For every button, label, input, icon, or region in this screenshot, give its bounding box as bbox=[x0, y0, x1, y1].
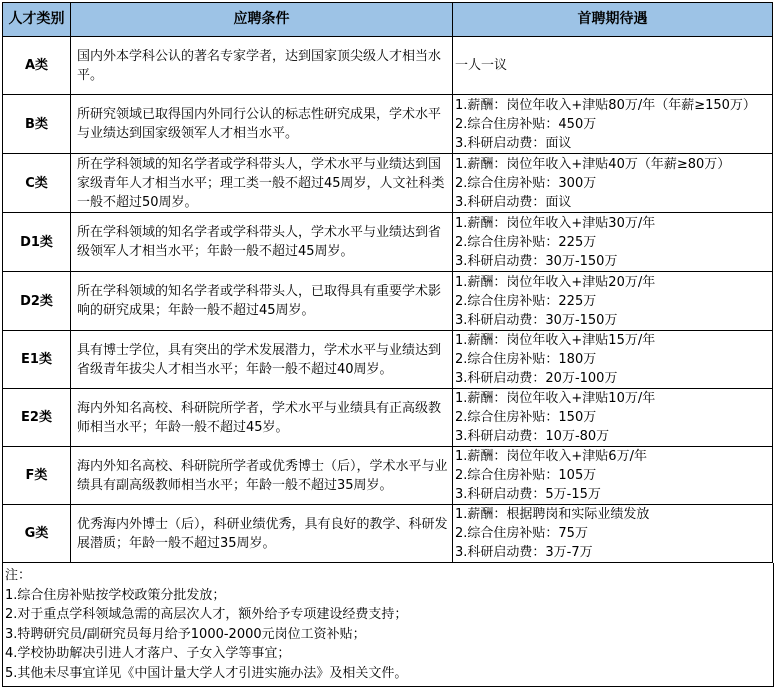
table-row bbox=[3, 505, 773, 563]
row-benefits bbox=[453, 505, 773, 563]
benefit-line: 1.薪酬：岗位年收入+津贴80万/年（年薪≥150万） bbox=[455, 97, 756, 113]
header-benefits: 首聘期待遇 bbox=[453, 3, 773, 37]
row-conditions: 具有博士学位，具有突出的学术发展潜力，学术水平与业绩达到省级青年拔尖人才相当水平；年龄一般不超过40周岁。 bbox=[71, 331, 453, 389]
row-conditions: 所研究领域已取得国内外同行公认的标志性研究成果，学术水平与业绩达到国家级领军人才相当水平。 bbox=[71, 95, 453, 154]
table-header-row bbox=[3, 3, 773, 37]
table-row bbox=[3, 447, 773, 505]
note-item: 4.学校协助解决引进人才落户、子女入学等事宜； bbox=[5, 646, 291, 662]
notes-title: 注： bbox=[5, 568, 32, 583]
table-row bbox=[3, 95, 773, 154]
benefit-line: 3.科研启动费：30万-150万 bbox=[455, 253, 618, 269]
table-row bbox=[3, 213, 773, 272]
benefit-line: 2.综合住房补贴：225万 bbox=[455, 293, 597, 309]
row-category: A类 bbox=[3, 37, 71, 95]
note-item: 2.对于重点学科领域急需的高层次人才，额外给予专项建设经费支持； bbox=[5, 607, 408, 623]
row-conditions: 所在学科领域的知名学者或学科带头人，学术水平与业绩达到国家级青年人才相当水平；理工类一般不超过45周岁，人文社科类一般不超过50周岁。 bbox=[71, 154, 453, 213]
row-conditions: 国内外本学科公认的著名专家学者，达到国家顶尖级人才相当水平。 bbox=[71, 37, 453, 95]
benefit-line: 3.科研启动费：3万-7万 bbox=[455, 545, 593, 560]
row-conditions: 优秀海内外博士（后），科研业绩优秀，具有良好的教学、科研发展潜质；年龄一般不超过35周岁。 bbox=[71, 505, 453, 563]
benefit-line: 1.薪酬：岗位年收入+津贴20万/年 bbox=[455, 274, 656, 290]
row-category: E1类 bbox=[3, 331, 71, 389]
benefit-line: 1.薪酬：岗位年收入+津贴6万/年 bbox=[455, 449, 647, 464]
table-row bbox=[3, 37, 773, 95]
row-category: F类 bbox=[3, 447, 71, 505]
benefit-line: 2.综合住房补贴：150万 bbox=[455, 410, 597, 425]
table-row bbox=[3, 389, 773, 447]
benefit-line: 2.综合住房补贴：300万 bbox=[455, 175, 597, 191]
benefit-line: 3.科研启动费：10万-80万 bbox=[455, 429, 610, 444]
table-row bbox=[3, 154, 773, 213]
benefit-line: 1.薪酬：岗位年收入+津贴40万（年薪≥80万） bbox=[455, 156, 731, 172]
row-category: B类 bbox=[3, 95, 71, 154]
note-item: 1.综合住房补贴按学校政策分批发放； bbox=[5, 587, 226, 603]
table-row bbox=[3, 331, 773, 389]
row-benefits bbox=[453, 447, 773, 505]
header-conditions: 应聘条件 bbox=[71, 3, 453, 37]
table-row bbox=[3, 272, 773, 331]
header-category: 人才类别 bbox=[3, 3, 71, 37]
benefit-line: 1.薪酬：岗位年收入+津贴30万/年 bbox=[455, 215, 656, 231]
row-category: E2类 bbox=[3, 389, 71, 447]
benefit-line: 一人一议 bbox=[455, 58, 508, 73]
row-benefits bbox=[453, 331, 773, 389]
row-category: D2类 bbox=[3, 272, 71, 331]
benefit-line: 1.薪酬：岗位年收入+津贴10万/年 bbox=[455, 391, 656, 406]
row-benefits bbox=[453, 213, 773, 272]
row-category: G类 bbox=[3, 505, 71, 563]
row-conditions: 海内外知名高校、科研院所学者或优秀博士（后），学术水平与业绩具有副高级教师相当水平；年龄一般不超过35周岁。 bbox=[71, 447, 453, 505]
row-category: C类 bbox=[3, 154, 71, 213]
row-benefits bbox=[453, 272, 773, 331]
talent-recruitment-document bbox=[2, 2, 772, 681]
row-benefits bbox=[453, 154, 773, 213]
benefit-line: 1.薪酬：岗位年收入+津贴15万/年 bbox=[455, 333, 656, 348]
benefit-line: 3.科研启动费：面议 bbox=[455, 135, 572, 151]
benefit-line: 2.综合住房补贴：180万 bbox=[455, 352, 597, 367]
benefit-line: 1.薪酬：根据聘岗和实际业绩发放 bbox=[455, 507, 650, 522]
benefit-line: 2.综合住房补贴：450万 bbox=[455, 116, 597, 132]
row-benefits bbox=[453, 95, 773, 154]
row-benefits bbox=[453, 37, 773, 95]
row-conditions: 所在学科领域的知名学者或学科带头人，学术水平与业绩达到省级领军人才相当水平；年龄一般不超过45周岁。 bbox=[71, 213, 453, 272]
row-conditions: 海内外知名高校、科研院所学者，学术水平与业绩具有正高级教师相当水平；年龄一般不超过45岁。 bbox=[71, 389, 453, 447]
benefit-line: 2.综合住房补贴：105万 bbox=[455, 468, 597, 483]
benefit-line: 3.科研启动费：20万-100万 bbox=[455, 371, 618, 386]
talent-table bbox=[2, 2, 773, 563]
notes-section bbox=[2, 563, 774, 687]
benefit-line: 3.科研启动费：5万-15万 bbox=[455, 487, 601, 502]
row-conditions: 所在学科领域的知名学者或学科带头人，已取得具有重要学术影响的研究成果；年龄一般不超过45周岁。 bbox=[71, 272, 453, 331]
note-item: 3.特聘研究员/副研究员每月给予1000-2000元岗位工资补贴； bbox=[5, 626, 366, 642]
benefit-line: 3.科研启动费：30万-150万 bbox=[455, 312, 618, 328]
benefit-line: 2.综合住房补贴：75万 bbox=[455, 526, 588, 541]
note-item: 5.其他未尽事宜详见《中国计量大学人才引进实施办法》及相关文件。 bbox=[5, 665, 408, 681]
benefit-line: 2.综合住房补贴：225万 bbox=[455, 234, 597, 250]
row-benefits bbox=[453, 389, 773, 447]
row-category: D1类 bbox=[3, 213, 71, 272]
benefit-line: 3.科研启动费：面议 bbox=[455, 194, 572, 210]
